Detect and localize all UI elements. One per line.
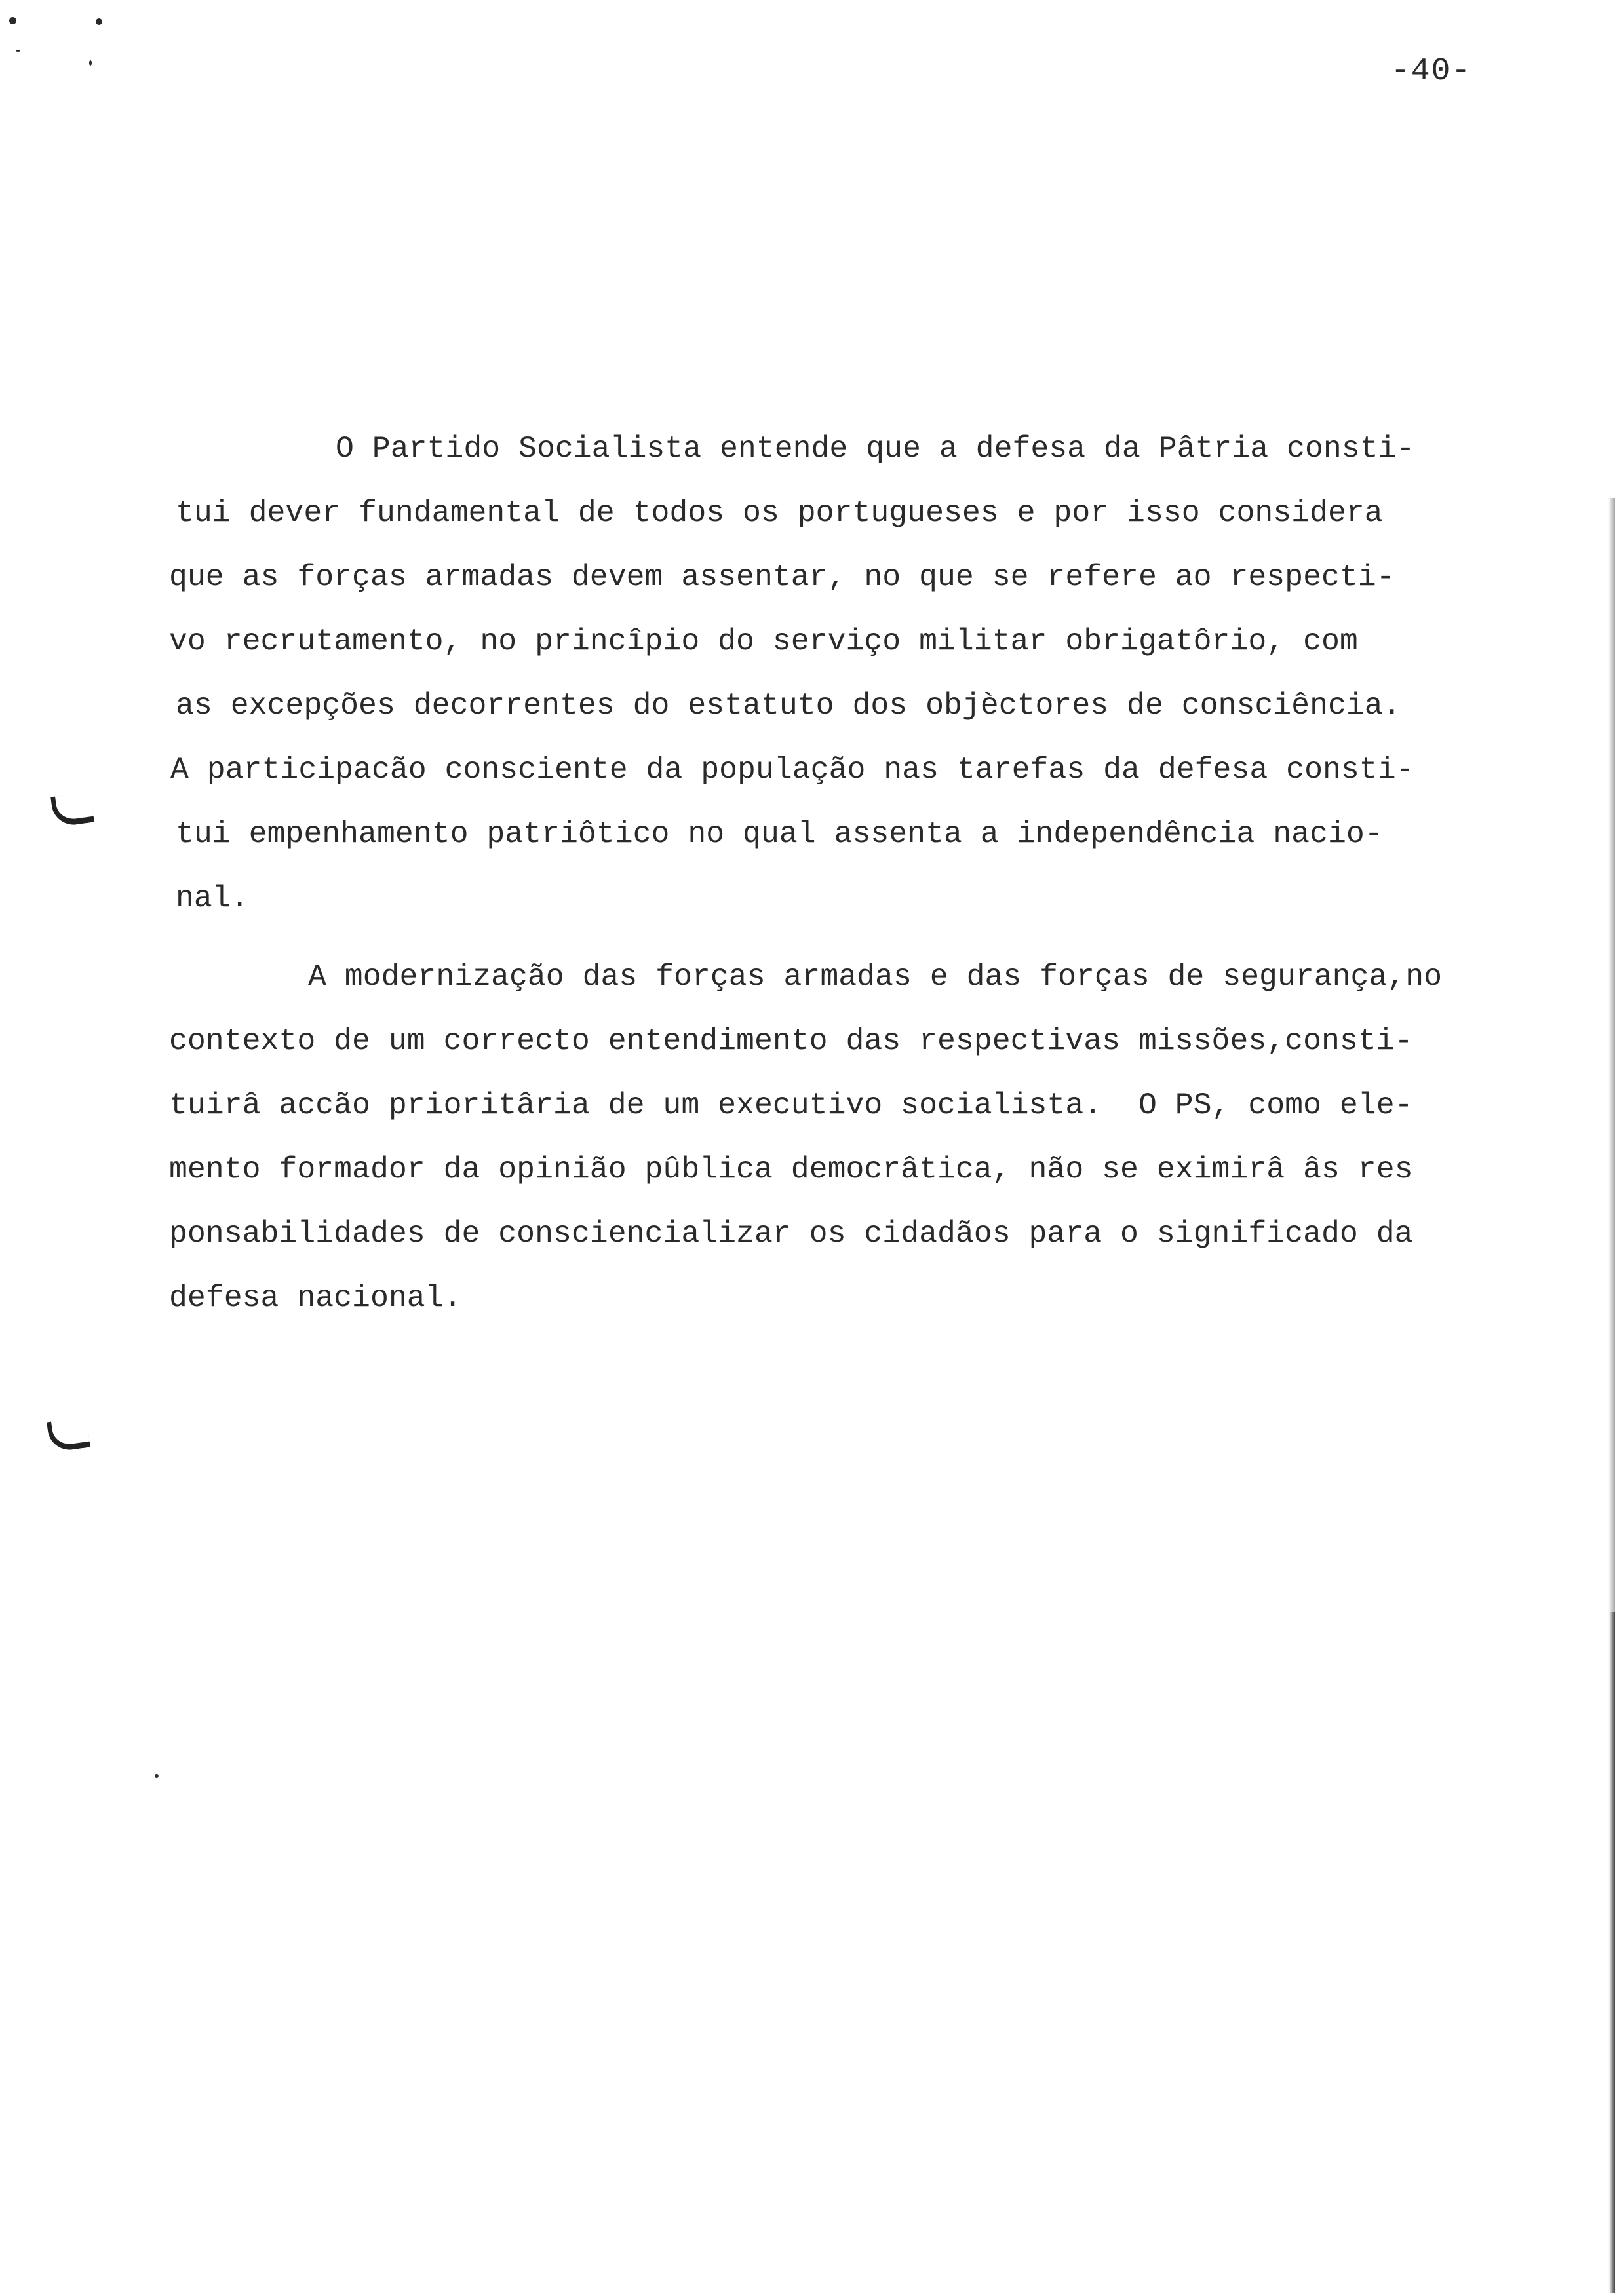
- scan-edge-shadow: [1610, 1612, 1615, 2293]
- paragraph-gap: [169, 930, 1513, 945]
- margin-check-mark: [47, 1417, 90, 1453]
- paragraph-defence-duty: [169, 417, 1513, 930]
- text-line: que as forças armadas devem assentar, no que se refere ao respecti-: [169, 560, 1395, 594]
- text-line: O Partido Socialista entende que a defesa da Pâtria consti-: [336, 431, 1415, 466]
- text-line: tui empenhamento patriôtico no qual assenta a independência nacio-: [176, 816, 1383, 851]
- scan-speck: [155, 1774, 159, 1778]
- paragraph-modernization: [169, 945, 1513, 1330]
- scan-speck: [16, 50, 20, 52]
- text-line: as excepções decorrentes do estatuto dos objèctores de consciência.: [176, 688, 1401, 723]
- scan-speck: [89, 60, 92, 66]
- text-line: ponsabilidades de consciencializar os cidadãos para o significado da: [169, 1216, 1413, 1251]
- text-line: A modernização das forças armadas e das forças de segurança,no: [308, 959, 1443, 994]
- body-text: [169, 417, 1513, 1330]
- text-line: mento formador da opinião pûblica democrâtica, não se eximirâ âs res: [169, 1152, 1413, 1187]
- scan-speck: [9, 17, 16, 24]
- text-line: contexto de um correcto entendimento das respectivas missões,consti-: [169, 1024, 1413, 1058]
- scan-speck: [96, 18, 102, 25]
- page-number: -40-: [1391, 54, 1472, 89]
- text-line: tui dever fundamental de todos os portugueses e por isso considera: [176, 495, 1383, 530]
- text-line: nal.: [176, 881, 249, 915]
- text-line: defesa nacional.: [169, 1280, 462, 1315]
- text-line: tuirâ accão prioritâria de um executivo socialista. O PS, como ele-: [169, 1088, 1413, 1122]
- margin-check-mark: [50, 792, 94, 828]
- text-line: A participacão consciente da população nas tarefas da defesa consti-: [170, 752, 1414, 787]
- text-line: vo recrutamento, no princîpio do serviço militar obrigatôrio, com: [169, 624, 1358, 659]
